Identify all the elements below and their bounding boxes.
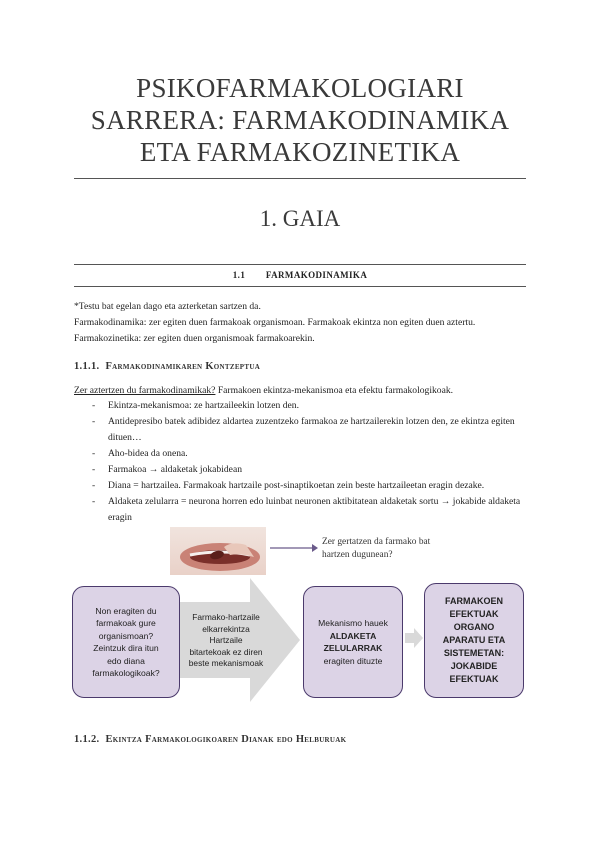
bullet-list — [92, 398, 532, 526]
box1-line: Zeintzuk dira itun — [93, 643, 159, 653]
subsection-1-number: 1.1.1. — [74, 361, 100, 372]
arrow-line: beste mekanismoak — [188, 658, 264, 668]
list-item: - Ekintza-mekanismoa: ze hartzaileekin lotzen den. — [92, 398, 532, 414]
box1-line: organismoan? — [98, 630, 154, 641]
diagram-box-question — [72, 586, 180, 698]
mouth-pill-illustration — [170, 527, 266, 575]
intro-line-2: Farmakodinamika: zer egiten duen farmakoak organismoan. Farmakoak ekintza non egiten duen aztertu. — [74, 317, 476, 328]
diagram-arrow-text — [176, 612, 276, 670]
arrow-line: Farmako-hartzaile — [192, 612, 260, 622]
chapter-heading: 1. GAIA — [259, 206, 341, 231]
diagram-small-arrow-icon — [405, 628, 423, 648]
box3-line: APARATU ETA — [442, 635, 506, 645]
arrow-line: elkarrekintza — [202, 623, 250, 634]
box3-line: JOKABIDE — [450, 661, 498, 671]
box1-line: Non eragiten du — [95, 605, 157, 616]
diagram-box-effects — [424, 583, 524, 698]
list-item: - Aho-bidea da onena. — [92, 446, 532, 462]
box3-line: ORGANO — [453, 622, 495, 632]
photo-question-line-1: Zer gertatzen da farmako bat — [322, 537, 431, 547]
title-divider — [74, 178, 526, 179]
box1-line: farmakologikoak? — [92, 668, 160, 678]
section-number: 1.1 — [232, 270, 246, 280]
box1-line: farmakoak gure — [96, 618, 156, 628]
subsection-1-heading — [74, 361, 260, 372]
subsection-2-heading — [74, 734, 346, 745]
question-rest: Farmakoen ekintza-mekanismoa eta efektu farmakologikoak. — [215, 385, 454, 396]
box3-line: EFEKTUAK — [449, 609, 499, 619]
document-title — [60, 72, 540, 168]
list-item: - Farmakoa → aldaketak jokabidean — [92, 462, 532, 478]
list-item: - Aldaketa zelularra = neurona horren edo luinbat neuronen aktibitatean aldaketak sortu → jokabide aldaketa eragin — [92, 494, 532, 526]
box3-line: EFEKTUAK — [449, 674, 499, 684]
box2-line: ZELULARRAK — [323, 643, 383, 653]
title-line-3: ETA FARMAKOZINETIKA — [139, 137, 461, 167]
section-heading — [74, 270, 526, 280]
chapter-divider — [74, 264, 526, 265]
intro-line-3: Farmakozinetika: zer egiten duen organismoak farmakoarekin. — [74, 333, 315, 344]
box1-line: edo diana — [107, 655, 145, 666]
list-item: - Antidepresibo batek adibidez aldartea zuzentzeko farmakoa ze hartzailerekin lotzen den, ze ekintza egiten dituen… — [92, 414, 532, 446]
subsection-1-title: Farmakodinamikaren Kontzeptua — [105, 361, 261, 372]
title-line-1: PSIKOFARMAKOLOGIARI — [136, 73, 464, 103]
photo-question-line-2: hartzen dugunean? — [322, 550, 393, 560]
box2-line: ALDAKETA — [329, 630, 377, 641]
intro-line-1: *Testu bat egelan dago eta azterketan sartzen da. — [74, 301, 261, 312]
section-divider — [74, 286, 526, 287]
diagram-box-mechanism — [303, 586, 403, 698]
box3-line: FARMAKOEN — [445, 596, 503, 606]
list-item: - Diana = hartzailea. Farmakoak hartzaile post-sinaptikoetan zein beste hartzaileetan eragin dezake. — [92, 478, 532, 494]
box2-line: eragiten dituzte — [323, 655, 383, 666]
subsection-2-number: 1.1.2. — [74, 734, 100, 745]
title-line-2: SARRERA: FARMAKODINAMIKA — [90, 105, 510, 135]
box2-line: Mekanismo hauek — [318, 618, 388, 628]
pill-photo — [170, 527, 266, 575]
box3-line: SISTEMETAN: — [443, 648, 505, 658]
arrow-line: bitartekoak ez diren — [189, 646, 263, 657]
question-lead: Zer aztertzen du farmakodinamikak? — [74, 385, 216, 396]
intro-paragraph — [74, 299, 534, 347]
photo-question — [322, 536, 430, 562]
question-paragraph — [74, 383, 534, 399]
section-title: FARMAKODINAMIKA — [265, 270, 368, 280]
arrow-line: Hartzaile — [209, 635, 243, 645]
subsection-2-title: Ekintza Farmakologikoaren Dianak edo Helburuak — [105, 734, 347, 745]
pointer-arrow-icon — [268, 538, 318, 554]
